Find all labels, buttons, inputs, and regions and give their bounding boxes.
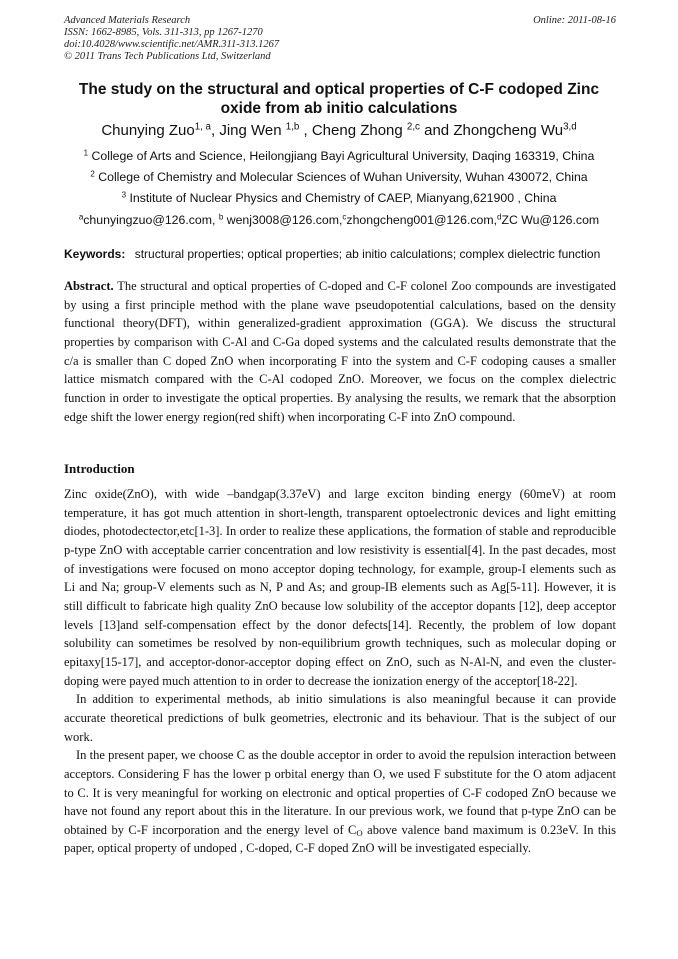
author-sup: 1, a xyxy=(194,121,211,133)
section-heading-introduction: Introduction xyxy=(64,461,135,476)
copyright-line: © 2011 Trans Tech Publications Ltd, Switzerland xyxy=(64,51,271,62)
abstract-label: Abstract. xyxy=(64,279,114,293)
author-sup: 2,c xyxy=(406,121,420,133)
author-name: Zhongcheng Wu xyxy=(453,122,564,139)
abstract xyxy=(64,277,616,426)
keywords xyxy=(64,248,616,262)
keywords-text: structural properties; optical properties; ab initio calculations; complex dielectric function xyxy=(134,247,601,261)
author-name: Chunying Zuo xyxy=(101,122,195,139)
affiliation-3: $^3$ Institute of Nuclear Physics and Chemistry of CAEP, Mianyang,621900 , China xyxy=(121,190,557,205)
issn-line: ISSN: 1662-8985, Vols. 311-313, pp 1267-1270 xyxy=(64,27,263,38)
paragraph: In the present paper, we choose C as the double acceptor in order to avoid the repulsion interaction between acceptors. Considering F has the lower p orbital energy than O, we used F substitute for the O atom adjacent to C. It is very meaningful for working on electronic and optical properties of C-F codoped ZnO because we have not found any report about this in the literature. In our previous work, we found that p-type ZnO can be obtained by C-F incorporation and the energy level of $C_O$ above valence band maximum is 0.23eV. In this paper, optical property of undoped , C-doped, C-F doped ZnO will be investigated especially. xyxy=(64,748,616,856)
author-name: Jing Wen xyxy=(219,122,282,139)
paper-title: The study on the structural and optical properties of C-F codoped Zinc oxide from ab initio calculations xyxy=(78,81,600,117)
author-list: Chunying Zuo$^{1, a}$, Jing Wen $^{1,b}$ , Cheng Zhong $^{2,c}$ and Zhongcheng Wu$^{3,d}$ xyxy=(101,121,577,139)
paragraph: In addition to experimental methods, ab initio simulations is also meaningful because it can provide accurate theoretical predictions of bulk geometries, electronic and its behaviour. That is the subject of our work. xyxy=(64,692,616,744)
abstract-text: The structural and optical properties of C-doped and C-F colonel Zoo compounds are investigated by using a first principle method with the plane wave pseudopotential calculations, based on the density functional theory(DFT), within generalized-gradient approximation (GGA). We discuss the structural properties by comparison with C-Al and C-Ga doped systems and the calculated results demonstrate that the c/a is smaller than C doped ZnO when incorporating F into the system and C-F codoping causes a smaller lattice mismatch compared with the C-Al codoped ZnO. Moreover, we focus on the complex dielectric function in order to investigate the optical properties. By analysing the results, we remark that the absorption edge shift the lower energy region(red shift) when incorporating C-F into ZnO compound. xyxy=(64,279,616,424)
email-line: $^a$chunyingzuo@126.com, $^b$ wenj3008@126.com,$^c$zhongcheng001@126.com,$^d$ZC Wu@126.com xyxy=(78,212,600,227)
keywords-label: Keywords: xyxy=(64,247,126,261)
doi-line: doi:10.4028/www.scientific.net/AMR.311-313.1267 xyxy=(64,39,280,50)
online-date: Online: 2011-08-16 xyxy=(533,15,616,26)
affiliation-1: $^1$ College of Arts and Science, Heilongjiang Bayi Agricultural University, Daqing 163319, China xyxy=(83,148,595,163)
author-sup: 3,d xyxy=(563,121,577,133)
introduction-body xyxy=(64,485,616,858)
author-name: Cheng Zhong xyxy=(311,122,403,139)
author-sup: 1,b xyxy=(285,121,300,133)
journal-name: Advanced Materials Research xyxy=(64,15,191,26)
affiliation-2: $^2$ College of Chemistry and Molecular Sciences of Wuhan University, Wuhan 430072, China xyxy=(90,169,588,184)
paragraph: Zinc oxide(ZnO), with wide –bandgap(3.37eV) and large exciton binding energy (60meV) at room temperature, it has got much attention in short-length, transparent optoelectronic devices and light emitting diodes, photodectector,etc[1-3]. In order to realize these applications, the formation of stable and reproducible p-type ZnO with acceptable carrier concentration and low resistivity is essential[4]. In the past decades, most of investigations were focused on mono acceptor doping technology, for example, group-I elements such as Li and Na; group-V elements such as N, P and As; and group-IB elements such as Ag[5-11]. However, it is still difficult to fabricate high quality ZnO because low solubility of the acceptor dopants [12], deep acceptor levels [13]and self-compensation effect by the donor defects[14]. Recently, the problem of low dopant solubility can sometimes be resolved by non-equilibrium growth techniques, such as molecular doping or epitaxy[15-17], and acceptor-donor-acceptor doping effect on ZnO, such as N-Al-N, and even the cluster-doping were payed much attention to in order to decrease the ionization energy of the acceptor[18-22]. xyxy=(64,487,616,688)
journal-header xyxy=(64,15,616,63)
